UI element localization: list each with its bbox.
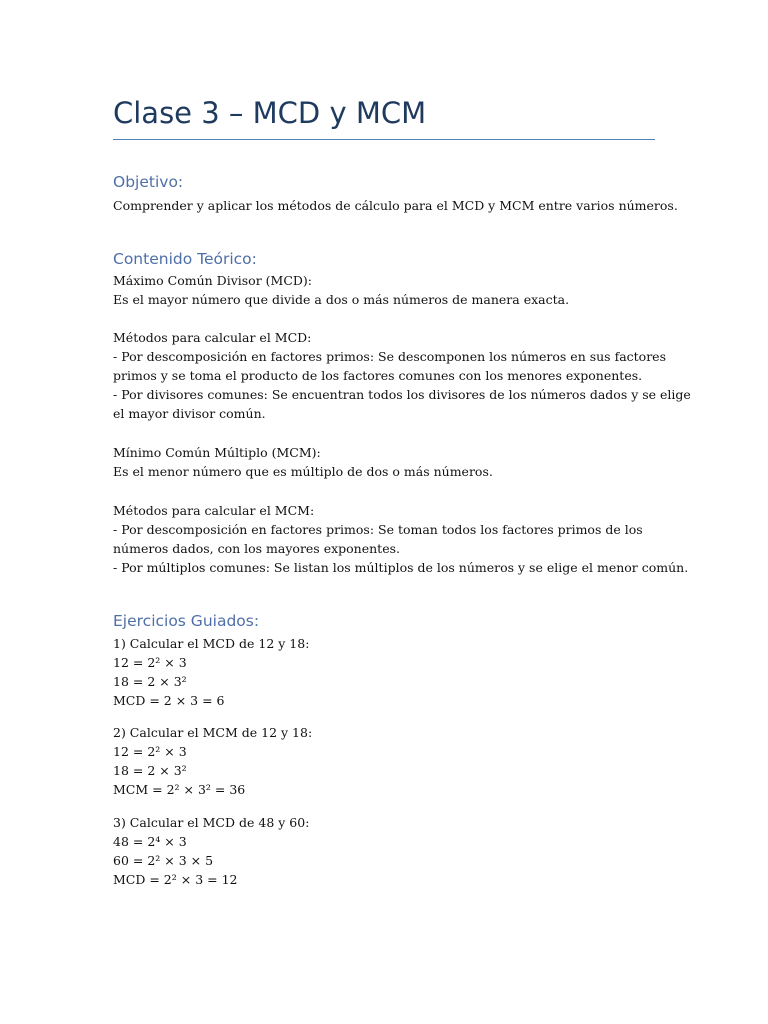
exercise-3-title: 3) Calcular el MCD de 48 y 60: bbox=[113, 815, 310, 830]
exercise-2-line-1: 12 = 2² × 3 bbox=[113, 744, 187, 759]
heading-objetivo: Objetivo: bbox=[113, 173, 184, 191]
mcm-title: Mínimo Común Múltiplo (MCM): bbox=[113, 445, 321, 460]
mcm-definition: Es el menor número que es múltiplo de dos o más números. bbox=[113, 464, 493, 479]
mcm-method-1-line-1: - Por descomposición en factores primos: Se toman todos los factores primos de los bbox=[113, 522, 643, 537]
exercise-1-line-1: 12 = 2² × 3 bbox=[113, 655, 187, 670]
mcd-title: Máximo Común Divisor (MCD): bbox=[113, 273, 312, 288]
exercise-1-title: 1) Calcular el MCD de 12 y 18: bbox=[113, 636, 310, 651]
mcm-definition-block bbox=[113, 443, 493, 481]
mcm-method-1-line-2: números dados, con los mayores exponentes. bbox=[113, 541, 400, 556]
mcd-method-1-line-2: primos y se toma el producto de los factores comunes con los menores exponentes. bbox=[113, 368, 643, 383]
heading-contenido-teorico: Contenido Teórico: bbox=[113, 250, 257, 268]
mcm-methods-title: Métodos para calcular el MCM: bbox=[113, 503, 315, 518]
exercise-2-title: 2) Calcular el MCM de 12 y 18: bbox=[113, 725, 313, 740]
exercise-2-line-2: 18 = 2 × 3² bbox=[113, 763, 187, 778]
exercise-2 bbox=[113, 723, 312, 799]
exercise-1-line-2: 18 = 2 × 3² bbox=[113, 674, 187, 689]
mcm-method-2-line-1: - Por múltiplos comunes: Se listan los múltiplos de los números y se elige el menor común. bbox=[113, 560, 689, 575]
exercise-1 bbox=[113, 634, 309, 710]
exercise-2-line-3: MCM = 2² × 3² = 36 bbox=[113, 782, 246, 797]
mcd-method-2-line-1: - Por divisores comunes: Se encuentran todos los divisores de los números dados y se elige bbox=[113, 387, 691, 402]
mcd-definition: Es el mayor número que divide a dos o más números de manera exacta. bbox=[113, 292, 570, 307]
mcd-method-2-line-2: el mayor divisor común. bbox=[113, 406, 266, 421]
objetivo-text: Comprender y aplicar los métodos de cálculo para el MCD y MCM entre varios números. bbox=[113, 198, 678, 213]
mcd-methods-block bbox=[113, 328, 691, 423]
heading-ejercicios-guiados: Ejercicios Guiados: bbox=[113, 612, 260, 630]
mcd-method-1-line-1: - Por descomposición en factores primos: Se descomponen los números en sus factores bbox=[113, 349, 666, 364]
exercise-3-line-2: 60 = 2² × 3 × 5 bbox=[113, 853, 214, 868]
document-title: Clase 3 – MCD y MCM bbox=[113, 96, 427, 130]
exercise-3 bbox=[113, 813, 309, 889]
exercise-3-line-3: MCD = 2² × 3 = 12 bbox=[113, 872, 238, 887]
mcd-methods-title: Métodos para calcular el MCD: bbox=[113, 330, 312, 345]
title-underline bbox=[113, 139, 655, 140]
exercise-3-line-1: 48 = 2⁴ × 3 bbox=[113, 834, 187, 849]
exercise-1-line-3: MCD = 2 × 3 = 6 bbox=[113, 693, 225, 708]
mcm-methods-block bbox=[113, 501, 688, 577]
mcd-definition-block bbox=[113, 271, 569, 309]
